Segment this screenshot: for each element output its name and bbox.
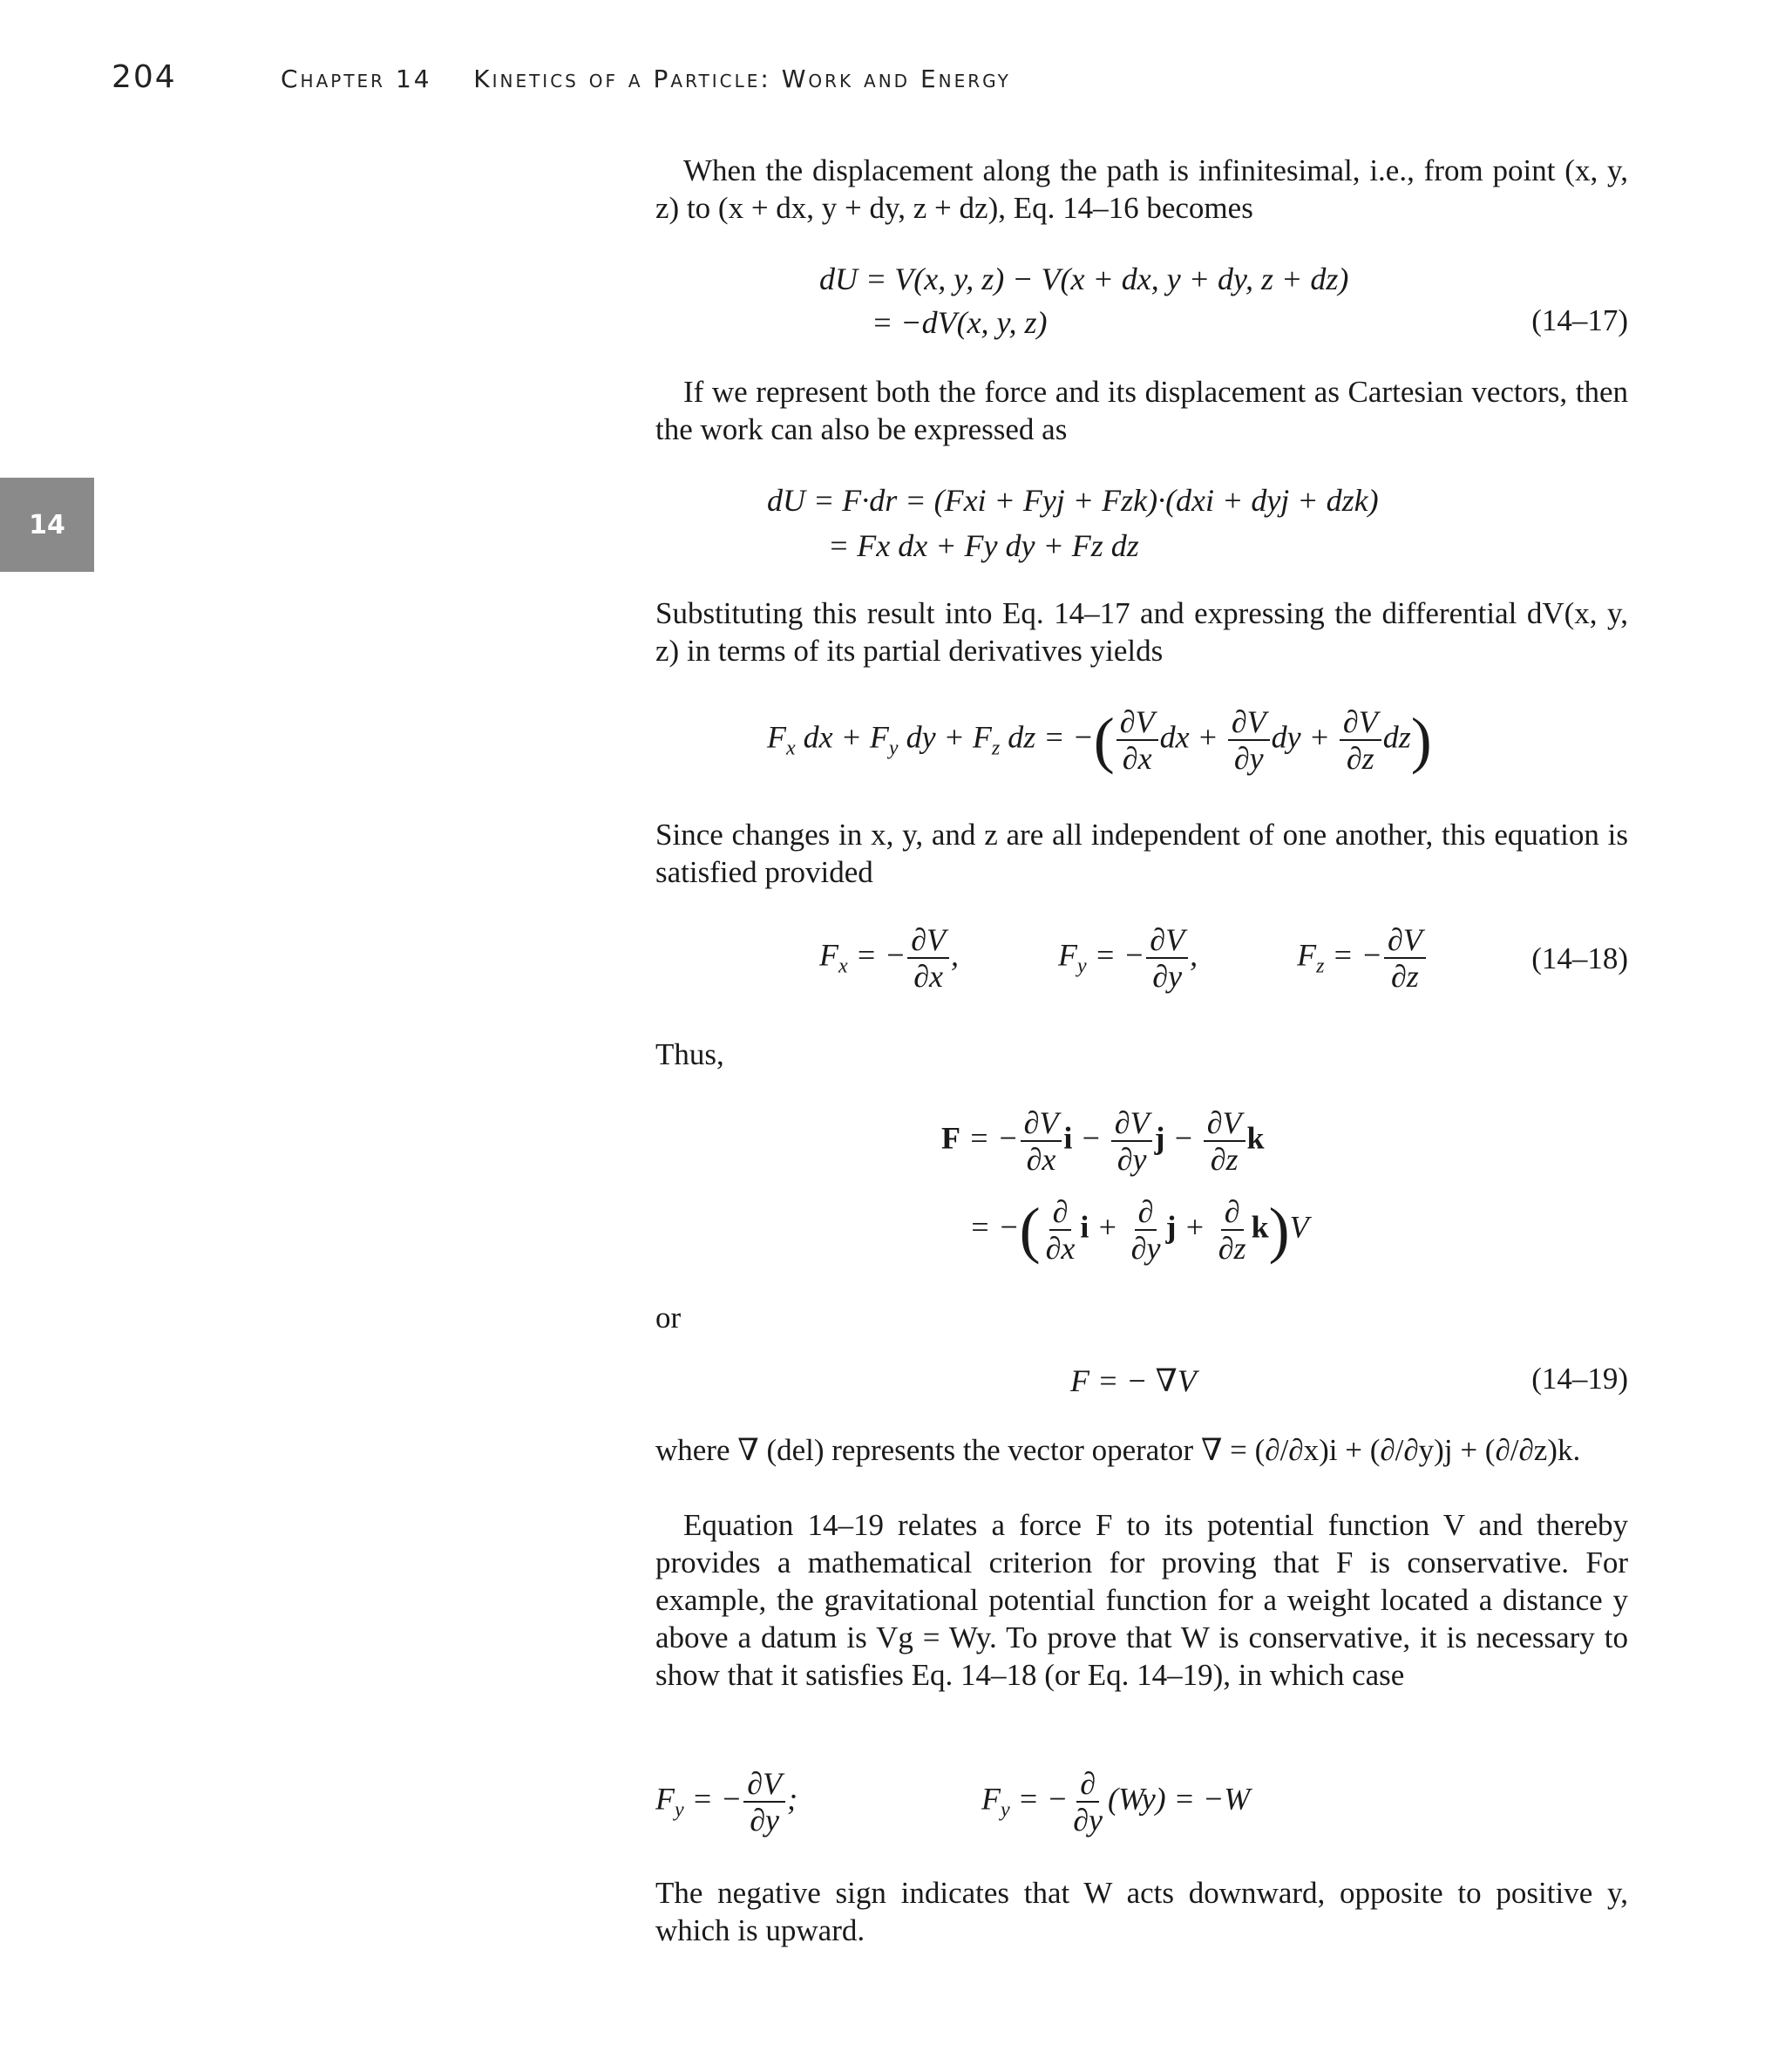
- equation-14-18: $F_x$ = − $\frac{\partial V}{\partial x}$ , $F_y$ = − $\frac{\partial V}{\partial y}$ , $F_z$ = − $\frac{\partial V}{\partial z}$: [819, 922, 1428, 994]
- equation-force-gradient-line2: = −( $\frac{\partial}{\partial x}$ i + $\frac{\partial}{\partial y}$ j + $\frac{\partial}{\partial z}$ k)V: [969, 1194, 1309, 1266]
- equation-fy-weight: $F_y$ = − $\frac{\partial}{\partial y}$ (Wy) = −W: [981, 1766, 1251, 1838]
- equation-work-line2: = Fx dx + Fy dy + Fz dz: [828, 528, 1139, 563]
- equation-fy-definition: $F_y$ = − $\frac{\partial V}{\partial y}$ ;: [655, 1766, 798, 1838]
- equation-14-17-line1: dU = V(x, y, z) − V(x + dx, y + dy, z + dz): [819, 262, 1349, 296]
- paragraph-intro: When the displacement along the path is infinitesimal, i.e., from point (x, y, z) to (x + dx, y + dy, z + dz), Eq. 14–16 becomes: [655, 153, 1628, 225]
- equation-work-line1: dU = F·dr = (Fxi + Fyj + Fzk)·(dxi + dyj + dzk): [767, 483, 1379, 518]
- chapter-label: Chapter 14: [281, 65, 432, 93]
- equation-force-gradient-line1: F = − $\frac{\partial V}{\partial x}$ i − $\frac{\partial V}{\partial y}$ j − $\frac{\partial V}{\partial z}$ k: [941, 1105, 1265, 1177]
- equation-number-14-18: (14–18): [1531, 941, 1628, 975]
- paragraph-thus: Thus,: [655, 1037, 724, 1071]
- paragraph-cartesian: If we represent both the force and its displacement as Cartesian vectors, then the work can also be expressed as: [655, 375, 1628, 446]
- paragraph-independent: Since changes in x, y, and z are all independent of one another, this equation is satisfied provided: [655, 818, 1628, 889]
- paragraph-negative-sign: The negative sign indicates that W acts downward, opposite to positive y, which is upward.: [655, 1876, 1628, 1947]
- equation-14-19: F = − ∇V: [1070, 1363, 1197, 1398]
- chapter-tab: 14: [0, 478, 94, 572]
- paragraph-del-operator: where ∇ (del) represents the vector operator ∇ = (∂/∂x)i + (∂/∂y)j + (∂/∂z)k.: [655, 1433, 1581, 1467]
- running-header: [281, 65, 1011, 93]
- equation-number-14-19: (14–19): [1531, 1362, 1628, 1396]
- equation-number-14-17: (14–17): [1531, 303, 1628, 337]
- equation-14-17-line2: = −dV(x, y, z): [872, 305, 1048, 340]
- page-number: 204: [112, 59, 177, 95]
- equation-partial-derivatives: $F_x$ dx + $F_y$ dy + $F_z$ dz = −( $\frac{\partial V}{\partial x}$ dx + $\frac{\partial V}{\partial y}$ dy + $\frac{\partial V}{\partial z}$ dz): [767, 704, 1432, 776]
- paragraph-conservative: Equation 14–19 relates a force F to its potential function V and thereby provides a mathematical criterion for proving that F is conservative. For example, the gravitational potential function for a weight located a distance y above a datum is Vg = Wy. To prove that W is conservative, it is necessary to show that it satisfies Eq. 14–18 (or Eq. 14–19), in which case: [655, 1508, 1628, 1692]
- chapter-title: Kinetics of a Particle: Work and Energy: [473, 65, 1011, 93]
- paragraph-substituting: Substituting this result into Eq. 14–17 and expressing the differential dV(x, y, z) in terms of its partial derivatives yields: [655, 596, 1628, 668]
- paragraph-or: or: [655, 1301, 682, 1335]
